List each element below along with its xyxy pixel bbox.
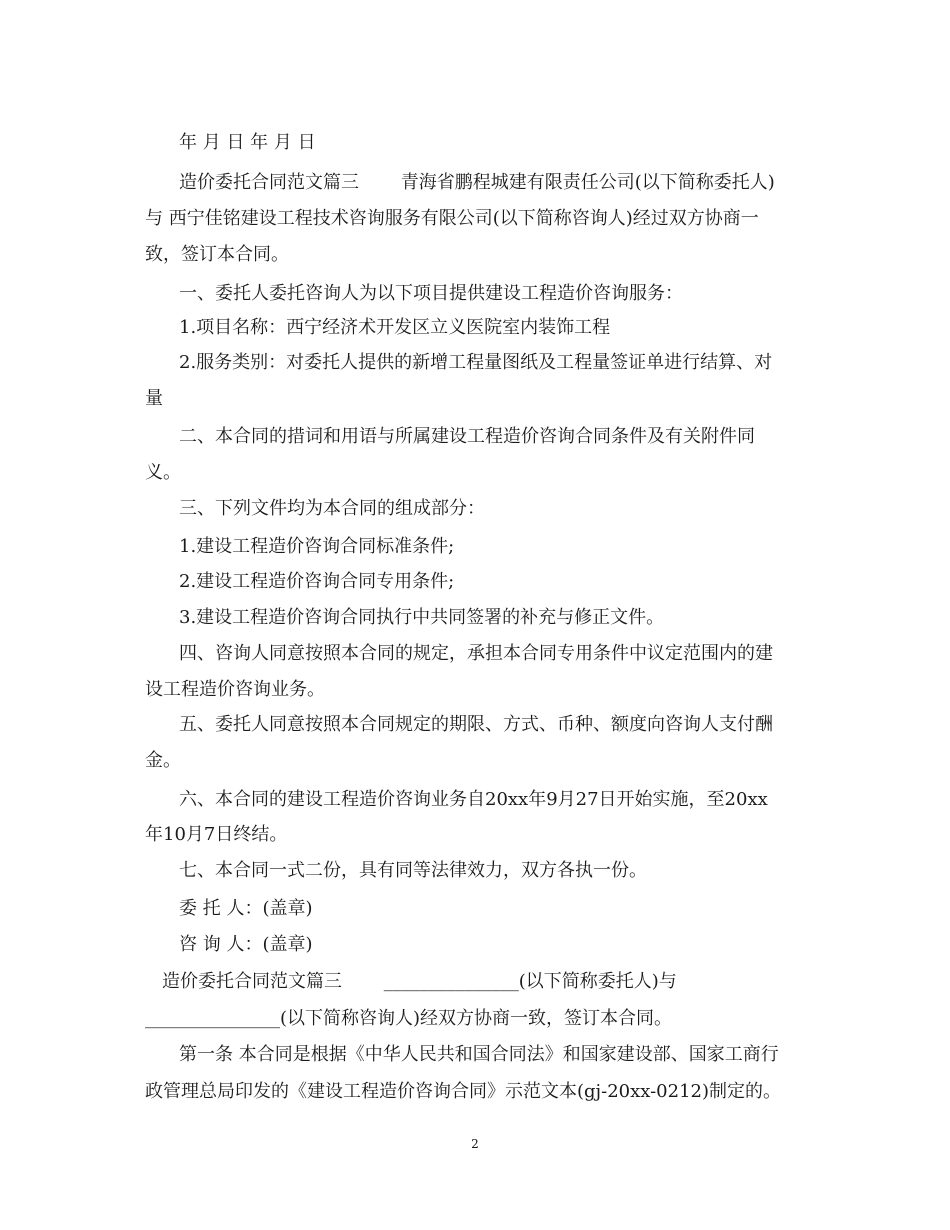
text-line: 第一条 本合同是根据《中华人民共和国合同法》和国家建设部、国家工商行 [179,1044,779,1065]
text-line: 七、本合同一式二份，具有同等法律效力，双方各执一份。 [179,860,647,881]
text-line: 量 [145,388,163,409]
text-line: 四、咨询人同意按照本合同的规定，承担本合同专用条件中议定范围内的建 [179,643,773,664]
text-line: 1.建设工程造价咨询合同标准条件; [179,536,455,557]
text-line: 与 西宁佳铭建设工程技术咨询服务有限公司(以下简称咨询人)经过双方协商一 [145,208,759,229]
text-line: 一、委托人委托咨询人为以下项目提供建设工程造价咨询服务： [179,283,683,304]
text-line: 义。 [145,462,181,483]
text-line: 2.建设工程造价咨询合同专用条件; [179,571,455,592]
text-line: 年 月 日 年 月 日 [179,132,316,153]
text-line: 金。 [145,750,181,771]
text-line: 1.项目名称：西宁经济术开发区立义医院室内装饰工程 [179,317,611,338]
text-line: 三、下列文件均为本合同的组成部分： [179,498,485,519]
text-line: 咨 询 人：(盖章) [179,934,313,955]
text-line: 设工程造价咨询业务。 [145,679,325,700]
text-line: 二、本合同的措词和用语与所属建设工程造价咨询合同条件及有关附件同 [179,426,755,447]
text-line: 造价委托合同范文篇三 _______________(以下简称委托人)与 [162,971,677,992]
text-line: 政管理总局印发的《建设工程造价咨询合同》示范文本(gj-20xx-0212)制定的。 [145,1081,782,1102]
text-line: 3.建设工程造价咨询合同执行中共同签署的补充与修正文件。 [179,607,665,628]
text-line: 五、委托人同意按照本合同规定的期限、方式、币种、额度向咨询人支付酬 [179,714,773,735]
text-line: 委 托 人：(盖章) [179,898,313,919]
text-line: 六、本合同的建设工程造价咨询业务自20xx年9月27日开始实施，至20xx [179,789,768,810]
page-number: 2 [471,1137,479,1151]
text-line: 年10月7日终结。 [145,824,288,845]
text-line: 造价委托合同范文篇三 青海省鹏程城建有限责任公司(以下简称委托人) [179,172,775,193]
text-line: 2.服务类别：对委托人提供的新增工程量图纸及工程量签证单进行结算、对 [179,352,773,373]
text-line: _______________(以下简称咨询人)经双方协商一致，签订本合同。 [145,1008,673,1029]
text-line: 致，签订本合同。 [145,244,289,265]
